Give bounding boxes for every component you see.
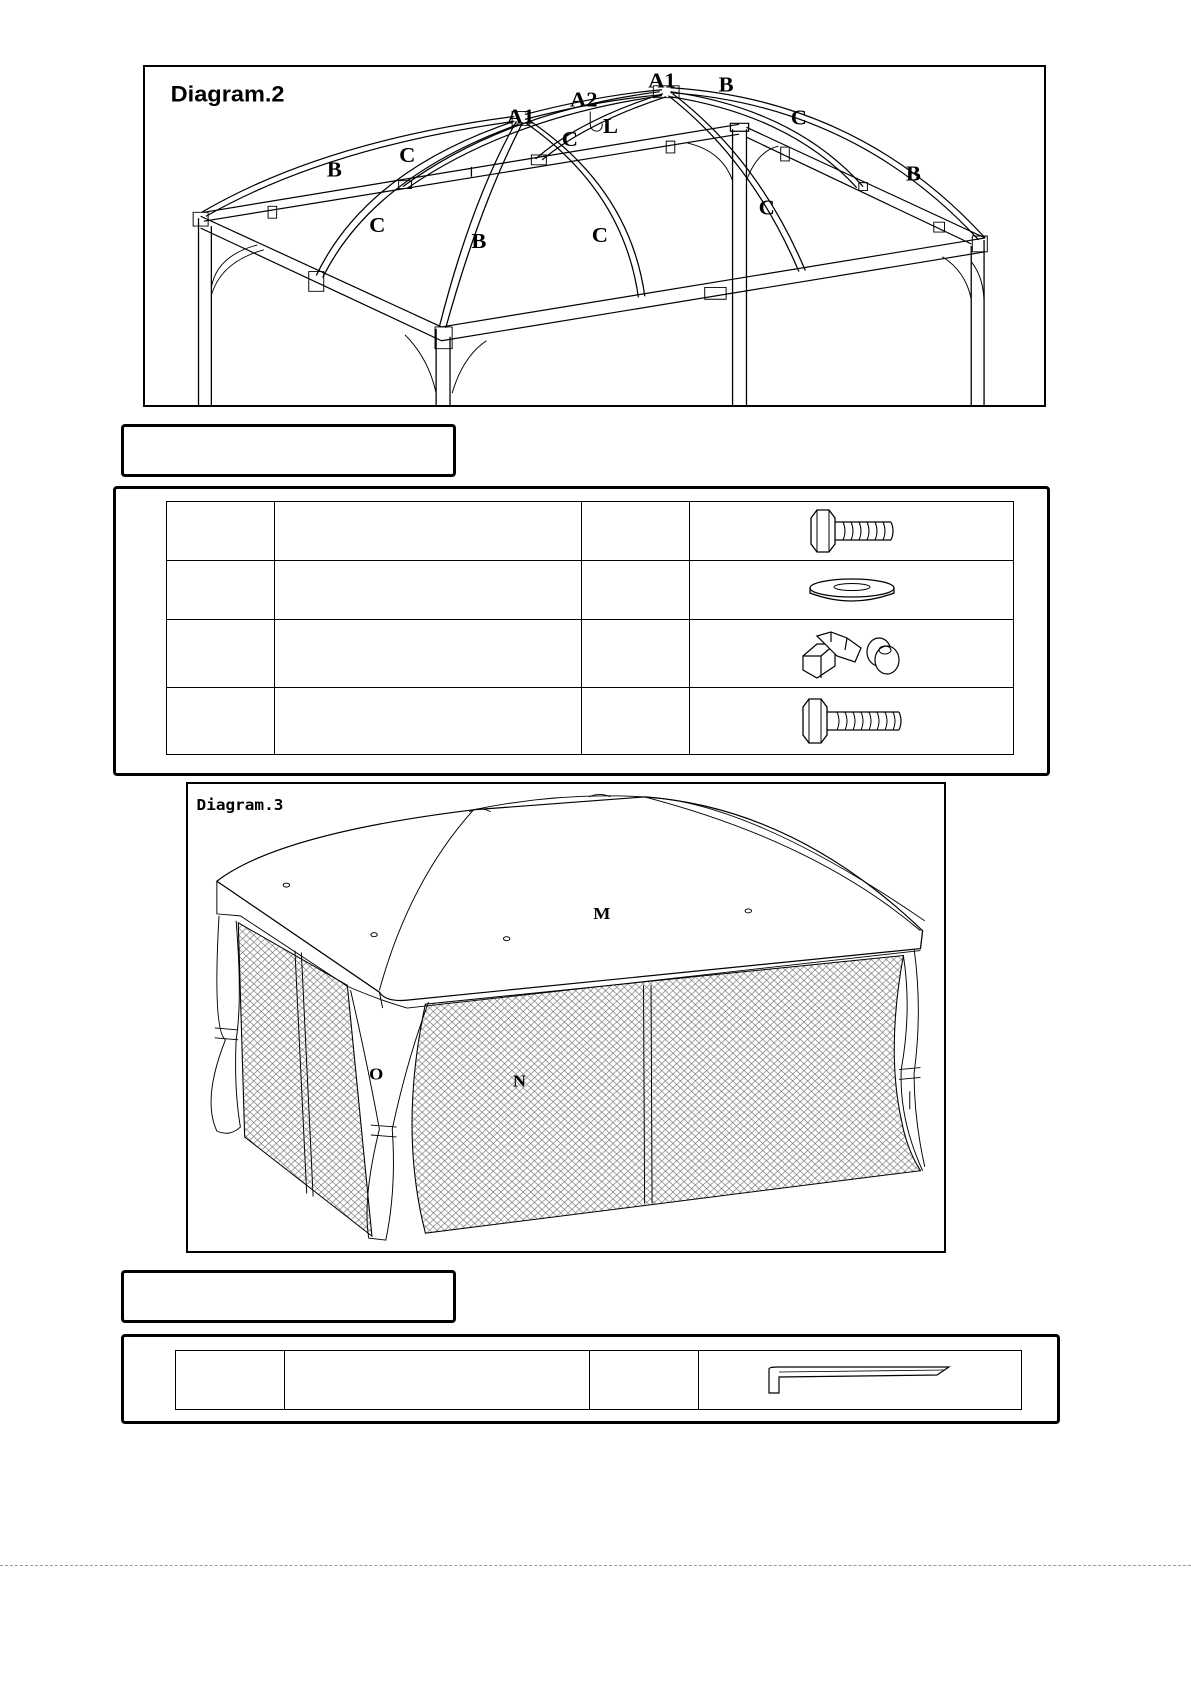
part-code-cell xyxy=(167,620,275,688)
label-b: B xyxy=(326,158,342,182)
tool-table xyxy=(175,1350,1022,1410)
label-l: L xyxy=(603,114,619,139)
beam-front-right xyxy=(441,238,985,341)
label-m: M xyxy=(593,903,611,923)
label-c: C xyxy=(369,213,386,237)
page-cut-line xyxy=(0,1565,1191,1566)
bracket-marks xyxy=(193,141,987,349)
arc-c-right-front xyxy=(668,94,808,272)
gazebo-frame-illustration xyxy=(145,67,1044,405)
part-image-cell xyxy=(690,561,1014,620)
table-row xyxy=(167,688,1014,755)
label-c: C xyxy=(399,143,416,167)
curtain-left xyxy=(211,916,240,1133)
arc-c-back-mid xyxy=(536,94,667,160)
label-o: O xyxy=(369,1064,384,1084)
label-b: B xyxy=(718,73,734,97)
gazebo-canopy-illustration xyxy=(188,784,944,1251)
label-n: N xyxy=(512,1071,527,1091)
mesh-wall-front xyxy=(412,956,920,1234)
hardware-table xyxy=(166,501,1014,755)
arc-b-right-outer xyxy=(670,88,985,240)
diagram-3 xyxy=(186,782,946,1253)
part-code-cell xyxy=(167,561,275,620)
arc-b-front xyxy=(439,121,522,328)
diagram-2-title: Diagram.2 xyxy=(170,81,285,107)
part-quantity-cell xyxy=(582,620,690,688)
allen-key-icon xyxy=(765,1363,955,1397)
beam-left-front xyxy=(201,213,442,341)
part-quantity-cell xyxy=(582,502,690,561)
section-header-box xyxy=(121,1270,456,1323)
part-image-cell xyxy=(690,502,1014,561)
arc-b-left-outer xyxy=(202,116,515,216)
part-image-cell xyxy=(690,620,1014,688)
label-b: B xyxy=(471,229,487,253)
label-a1: A1 xyxy=(506,105,535,129)
beam-back-right xyxy=(746,127,985,244)
part-description-cell xyxy=(275,688,582,755)
label-a1: A1 xyxy=(648,69,676,93)
arc-c-right-back xyxy=(670,92,863,188)
part-image-cell xyxy=(699,1351,1022,1410)
washer-icon xyxy=(806,575,898,605)
label-b: B xyxy=(905,162,921,186)
table-row xyxy=(167,620,1014,688)
part-description-cell xyxy=(275,620,582,688)
part-quantity-cell xyxy=(590,1351,699,1410)
post-back xyxy=(730,123,748,405)
diagram-3-title: Diagram.3 xyxy=(196,796,284,814)
label-c: C xyxy=(758,196,775,220)
long-bolt-icon xyxy=(799,695,905,747)
arc-c-front-mid xyxy=(525,120,645,297)
table-row xyxy=(167,502,1014,561)
label-a2: A2 xyxy=(570,88,598,112)
clamp-icon xyxy=(797,626,907,682)
part-code-cell xyxy=(167,502,275,561)
diagram-2 xyxy=(143,65,1046,407)
label-c: C xyxy=(561,127,579,151)
table-row xyxy=(167,561,1014,620)
hex-bolt-icon xyxy=(807,506,897,556)
part-code-cell xyxy=(167,688,275,755)
part-quantity-cell xyxy=(582,561,690,620)
part-description-cell xyxy=(275,561,582,620)
part-code-cell xyxy=(176,1351,285,1410)
part-description-cell xyxy=(275,502,582,561)
label-c: C xyxy=(790,106,808,130)
part-quantity-cell xyxy=(582,688,690,755)
section-header-box xyxy=(121,424,456,477)
part-description-cell xyxy=(285,1351,590,1410)
table-row xyxy=(176,1351,1022,1410)
post-left xyxy=(199,218,212,405)
part-image-cell xyxy=(690,688,1014,755)
label-c: C xyxy=(591,223,608,247)
